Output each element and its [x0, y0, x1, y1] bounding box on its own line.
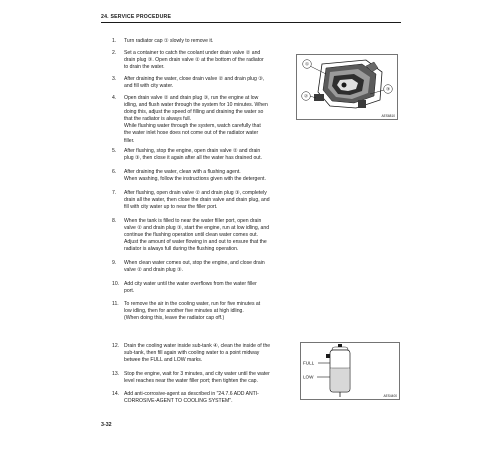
radiator-drain-figure: [296, 54, 398, 120]
figure-code: AES6810: [381, 114, 395, 118]
manual-page: 24. SERVICE PROCEDURE 1. Turn radiator cap ① slowly to remove it. 2. Set a container to catch the coolant under drain valve ② and drain plug ③. Open drain valve ② at the bottom of the radiator to drain the water. 3. After draining the water, close drain valve ② and drain plug ③, and fill with city water. 4. Open drain valve ② and drain plug ③, run the engine at low idling, and flush water through the system for 10 minutes. When doing this, adjust the speed of filling and draining the water so that the radiator is always full. While flushing water through the system, watch carefully that the water inlet hose does not come out of the radiator water filler. 5. After flushing, stop the engine, open drain valve ② and drain plug ③, then close it again after all the water has drained out. 6. After draining the water, clean with a flushing agent. When washing, follow the instructions given with the detergent. 7. After flushing, open drain valve ② and drain plug ③, completely drain all the water, then close the drain valve and drain plug, and fill with city water up to near the filler port. 8. When the tank is filled to near the water filler port, open drain valve ② and drain plug ③, start the engine, run at low idling, and continue the flushing operation until clean water comes out. Adjust the amount of water flowing in and out to ensure that the radiator is always full during the flushing operation. 9. When clean water comes out, stop the engine, and close drain valve ② and drain plug ③. 10. Add city water until the water overflows from the water filler port. 11. To remove the air in the cooling water, run for five minutes at low idling, then for another five minutes at high idling. (When doing this, leave the radiator cap off.) 12. Drain the cooling water inside sub-tank ④, clean the inside of the sub-tank, then fill again with cooling water to a point midway betwee the FULL and LOW marks. 13. Stop the engine, wait for 3 minutes, and city water until the water level reaches near the water filler port; then tighten the cap. 14. Add anti-corrosive-agent as described in "24.7.6 ADD ANTI- CORROSIVE-AGENT TO COOLING SYSTEM". ① ② ③ AES6810 FULL LOW AES4400 3-32: [0, 0, 500, 450]
figure-code: AES4400: [383, 394, 397, 398]
callout-2: ②: [304, 93, 308, 99]
full-label: FULL: [303, 360, 315, 366]
subtank-figure: [300, 342, 400, 400]
page-number: 3-32: [101, 422, 112, 428]
callout-3: ③: [386, 86, 390, 92]
low-label: LOW: [303, 374, 314, 380]
section-header: 24. SERVICE PROCEDURE: [101, 14, 401, 23]
callout-1: ①: [305, 61, 309, 67]
